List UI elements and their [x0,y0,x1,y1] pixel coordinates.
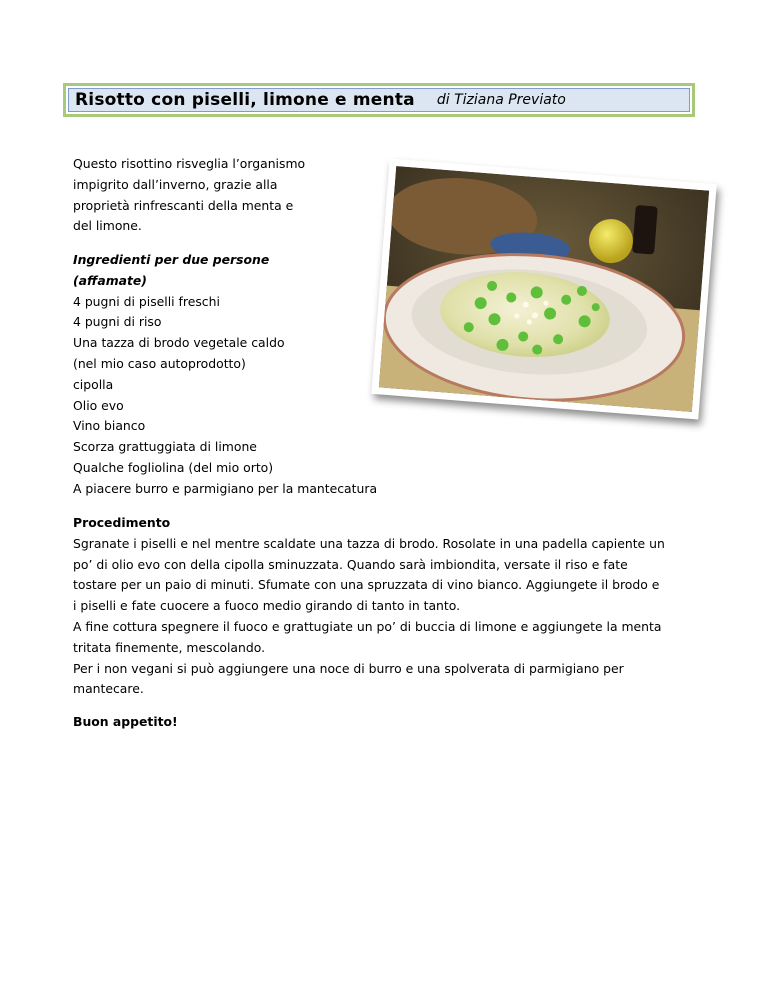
ingredient-item: cipolla [73,376,114,392]
procedure-line: Per i non vegani si può aggiungere una noce di burro e una spolverata di parmigiano per [73,660,624,676]
title-bar [68,88,690,112]
ingredient-item: Scorza grattuggiata di limone [73,439,257,455]
ingredient-item: Una tazza di brodo vegetale caldo [73,335,285,351]
ingredient-item: (nel mio caso autoprodotto) [73,355,246,371]
procedure-line: Sgranate i piselli e nel mentre scaldate una tazza di brodo. Rosolate in una padella capiente un [73,535,665,551]
procedure-line: A fine cottura spegnere il fuoco e grattugiate un po’ di buccia di limone e aggiungete la menta [73,618,662,634]
procedure-line: tostare per un paio di minuti. Sfumate con una spruzzata di vino bianco. Aggiungete il brodo e [73,577,660,593]
ingredients-section [73,250,413,500]
ingredient-item: A piacere burro e parmigiano per la mantecatura [73,480,378,496]
ingredient-item: 4 pugni di riso [73,314,162,330]
ingredient-item: 4 pugni di piselli freschi [73,293,220,309]
procedure-line: tritata finemente, mescolando. [73,639,266,655]
intro-line: Questo risottino risveglia l’organismo [73,156,306,171]
intro-line: proprietà rinfrescanti della menta e [73,197,294,213]
procedure-line: po’ di olio evo con della cipolla sminuzzata. Quando sarà imbiondita, versate il riso e fate [73,556,628,572]
procedure-section [73,513,703,700]
risotto-photo [371,158,717,419]
title-box [63,83,695,117]
intro-paragraph [73,154,343,237]
closing-greeting: Buon appetito! [73,714,178,729]
ingredient-item: Olio evo [73,397,124,413]
recipe-title: Risotto con piselli, limone e menta [75,90,415,110]
ingredient-item: Vino bianco [73,418,146,434]
ingredients-heading: Ingredienti per due persone [73,252,270,267]
ingredients-heading: (affamate) [73,272,147,288]
procedure-heading: Procedimento [73,515,171,530]
recipe-author: di Tiziana Previato [436,92,566,108]
ingredient-item: Qualche fogliolina (del mio orto) [73,459,274,475]
procedure-line: i piselli e fate cuocere a fuoco medio girando di tanto in tanto. [73,598,461,614]
procedure-line: mantecare. [73,681,144,697]
intro-line: impigrito dall’inverno, grazie alla [73,176,278,192]
risotto-plate-image [379,166,709,412]
intro-line: del limone. [73,218,142,234]
